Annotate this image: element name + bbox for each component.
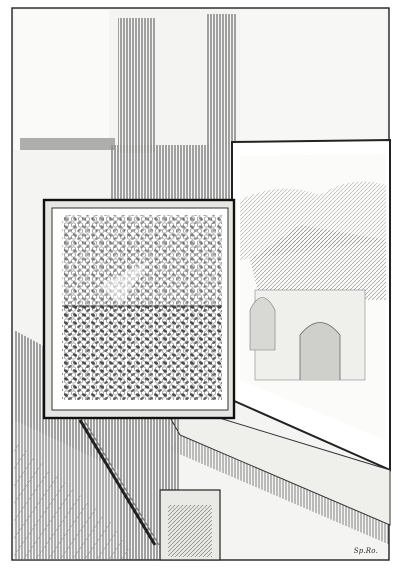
post-capital (110, 145, 210, 200)
bee-cluster-lower (62, 305, 222, 400)
artist-signature: Sp.Ro. (353, 547, 378, 555)
small-arch (250, 298, 275, 351)
upper-right-window-pane (240, 10, 386, 145)
window-post (118, 18, 156, 153)
bee-cluster-upper (62, 215, 222, 310)
panel-carving (168, 505, 212, 557)
left-window-pane (14, 10, 109, 150)
left-sash-rail (20, 138, 115, 150)
archway (300, 323, 340, 381)
